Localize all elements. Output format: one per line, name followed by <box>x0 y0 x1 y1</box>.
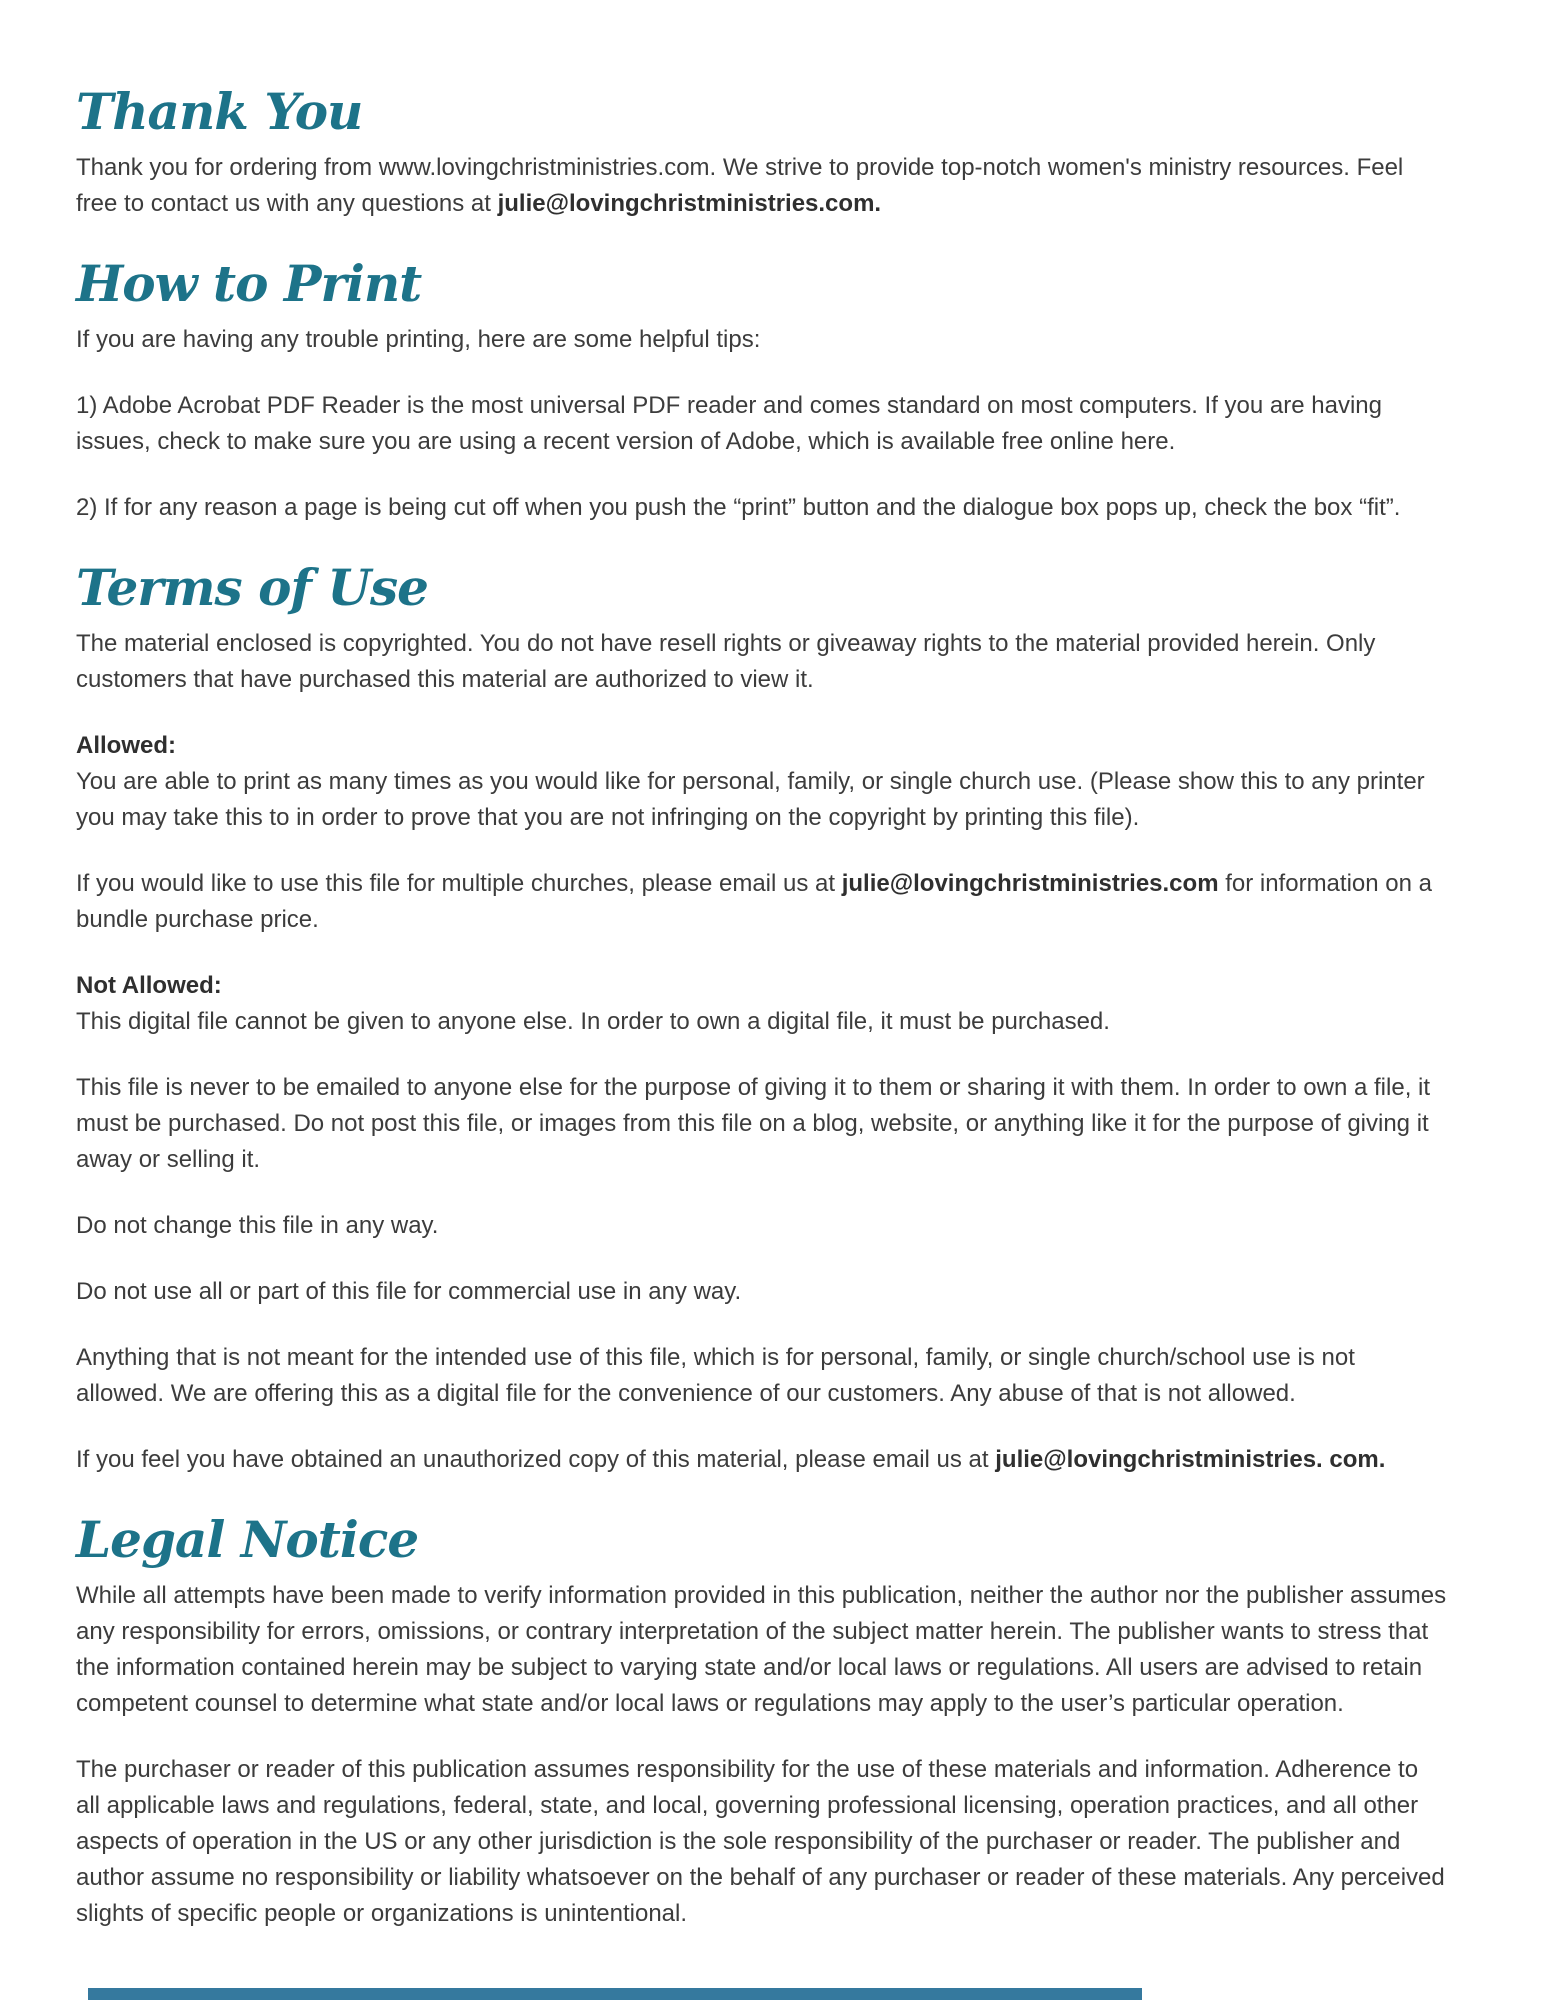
legal-paragraph-1: While all attempts have been made to verify information provided in this publication, neither the author nor the publisher assumes any responsibility for errors, omissions, or contrary interpretation of the subject matter herein. The publisher wants to stress that the information contained herein may be subject to varying state and/or local laws or regulations. All users are advised to retain competent counsel to determine what state and/or local laws or regulations may apply to the user’s particular operation. <box>76 1582 1447 1717</box>
thank-you-paragraph <box>76 150 1448 222</box>
bundle-text-prefix: If you would like to use this file for multiple churches, please email us at <box>76 870 842 897</box>
how-to-print-heading: How to Print <box>76 254 422 313</box>
not-allowed-text: This digital file cannot be given to anyone else. In order to own a digital file, it must be purchased. <box>76 1008 1110 1035</box>
bundle-text-suffix: for information on a bundle purchase price. <box>76 870 1432 933</box>
unauthorized-text: If you feel you have obtained an unauthorized copy of this material, please email us at <box>76 1446 996 1473</box>
not-allowed-label: Not Allowed: <box>76 972 222 999</box>
allowed-text: You are able to print as many times as you would like for personal, family, or single church use. (Please show this to any printer you may take this to in order to prove that you are not infringing on the copyright by printing this file). <box>76 768 1425 831</box>
sharing-paragraph: This file is never to be emailed to anyone else for the purpose of giving it to them or sharing it with them. In order to own a file, it must be purchased. Do not post this file, or images from this file on a blog, website, or anything like it for the purpose of giving it away or selling it. <box>76 1074 1431 1173</box>
print-tip-1: 1) Adobe Acrobat PDF Reader is the most universal PDF reader and comes standard on most computers. If you are having issues, check to make sure you are using a recent version of Adobe, which is available free online here. <box>76 392 1382 455</box>
print-tip-2: 2) If for any reason a page is being cut off when you push the “print” button and the dialogue box pops up, check the box “fit”. <box>76 494 1401 521</box>
unauthorized-email: julie@lovingchristministries. com. <box>995 1446 1386 1473</box>
commercial-paragraph: Do not use all or part of this file for commercial use in any way. <box>76 1278 742 1305</box>
change-paragraph: Do not change this file in any way. <box>76 1212 439 1239</box>
print-intro-paragraph: If you are having any trouble printing, here are some helpful tips: <box>76 326 761 353</box>
allowed-label: Allowed: <box>76 732 176 759</box>
terms-of-use-heading: Terms of Use <box>76 558 428 617</box>
contact-email: julie@lovingchristministries.com. <box>497 190 882 217</box>
bundle-email: julie@lovingchristministries.com <box>841 870 1219 897</box>
allowed-block <box>76 728 1448 836</box>
terms-intro-paragraph: The material enclosed is copyrighted. You do not have resell rights or giveaway rights to the material provided herein. Only customers that have purchased this material are authorized to view it. <box>76 630 1376 693</box>
unauthorized-paragraph <box>76 1442 1448 1478</box>
legal-notice-heading: Legal Notice <box>76 1510 419 1569</box>
thank-you-heading: Thank You <box>76 82 363 141</box>
next-page-divider-bar <box>88 1988 1142 2000</box>
legal-paragraph-2: The purchaser or reader of this publication assumes responsibility for the use of these materials and information. Adherence to all applicable laws and regulations, federal, state, and local, governing professional licensing, operation practices, and all other aspects of operation in the US or any other jurisdiction is the sole responsibility of the purchaser or reader. The publisher and author assume no responsibility or liability whatsoever on the behalf of any purchaser or reader of these materials. Any perceived slights of specific people or organizations is unintentional. <box>76 1756 1445 1927</box>
not-allowed-block <box>76 968 1448 1040</box>
intended-use-paragraph: Anything that is not meant for the intended use of this file, which is for personal, family, or single church/school use is not allowed. We are offering this as a digital file for the convenience of our customers. Any abuse of that is not allowed. <box>76 1344 1355 1407</box>
thank-you-text: Thank you for ordering from www.lovingchristministries.com. We strive to provide top-notch women's ministry resources. Feel free to contact us with any questions at <box>76 154 1404 217</box>
bundle-paragraph <box>76 866 1448 938</box>
